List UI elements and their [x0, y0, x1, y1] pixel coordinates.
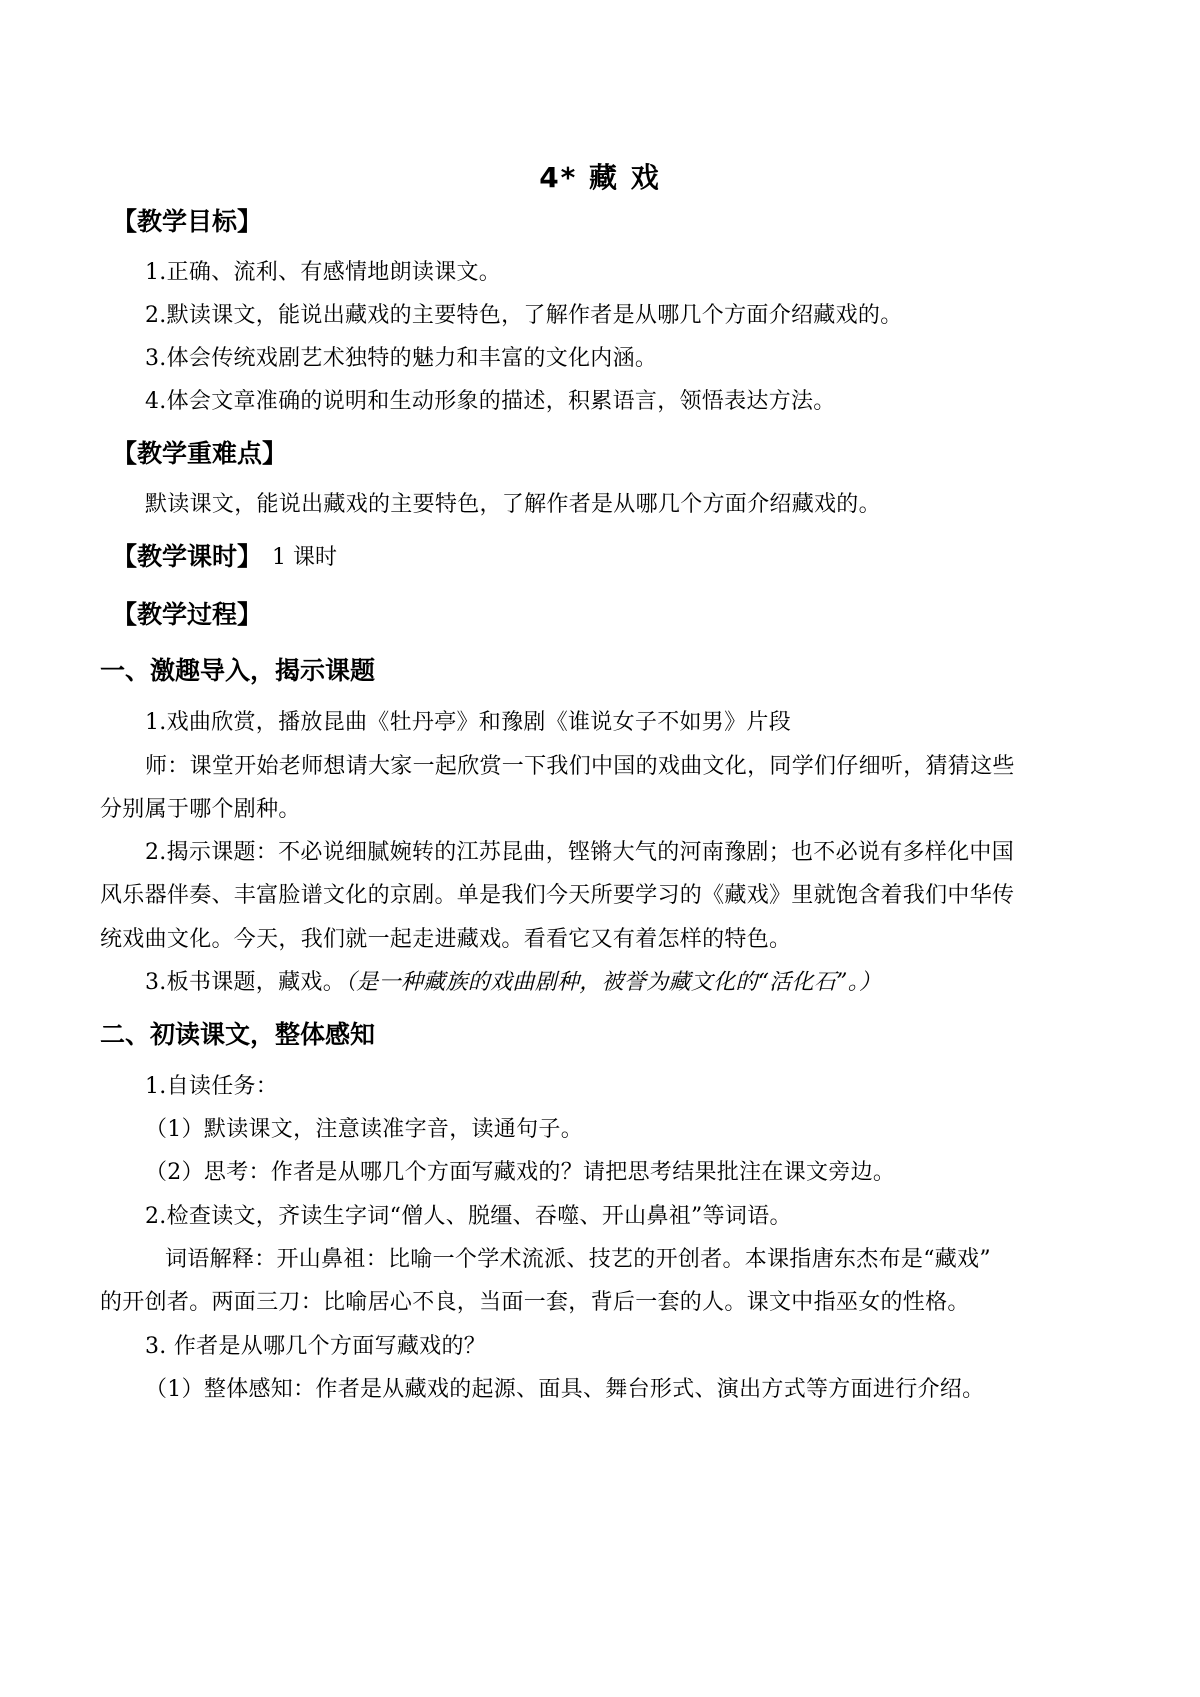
section2-heading: 二、初读课文，整体感知 [100, 1020, 376, 1049]
section1-line: 分别属于哪个剧种。 [100, 797, 301, 822]
section2-line: 1.自读任务： [145, 1074, 279, 1099]
section2-line: 的开创者。两面三刀：比喻居心不良，当面一套，背后一套的人。课文中指巫女的性格。 [100, 1290, 970, 1315]
key-points-heading: 【教学重难点】 [112, 439, 288, 468]
objective-item: 4.体会文章准确的说明和生动形象的描述，积累语言，领悟表达方法。 [145, 389, 836, 414]
section1-line: 风乐器伴奏、丰富脸谱文化的京剧。单是我们今天所要学习的《藏戏》里就饱含着我们中华传 [100, 883, 1015, 908]
section1-line [145, 968, 881, 998]
section2-line: （2）思考：作者是从哪几个方面写藏戏的？请把思考结果批注在课文旁边。 [145, 1160, 896, 1185]
board-title-text: 3.板书课题，藏戏。 [145, 970, 345, 995]
process-heading: 【教学过程】 [112, 600, 263, 629]
class-hours-heading: 【教学课时】 [112, 542, 263, 571]
objective-item: 3.体会传统戏剧艺术独特的魅力和丰富的文化内涵。 [145, 346, 658, 371]
section2-line: （1）整体感知：作者是从藏戏的起源、面具、舞台形式、演出方式等方面进行介绍。 [145, 1377, 985, 1402]
section2-line: 词语解释：开山鼻祖：比喻一个学术流派、技艺的开创者。本课指唐东杰布是“藏戏” [165, 1247, 991, 1272]
section1-line: 师：课堂开始老师想请大家一起欣赏一下我们中国的戏曲文化，同学们仔细听，猜猜这些 [145, 754, 1015, 779]
section1-line: 统戏曲文化。今天，我们就一起走进藏戏。看看它又有着怎样的特色。 [100, 927, 792, 952]
section2-line: （1）默读课文，注意读准字音，读通句子。 [145, 1117, 583, 1142]
section2-line: 2.检查读文，齐读生字词“僧人、脱缰、吞噬、开山鼻祖”等词语。 [145, 1204, 792, 1229]
section1-heading: 一、激趣导入，揭示课题 [100, 656, 376, 685]
objective-item: 2.默读课文，能说出藏戏的主要特色，了解作者是从哪几个方面介绍藏戏的。 [145, 303, 903, 328]
section1-line: 1.戏曲欣赏，播放昆曲《牡丹亭》和豫剧《谁说女子不如男》片段 [145, 710, 791, 735]
class-hours-value: 1 课时 [272, 545, 337, 570]
section1-line: 2.揭示课题：不必说细腻婉转的江苏昆曲，铿锵大气的河南豫剧；也不必说有多样化中国 [145, 840, 1014, 865]
objectives-heading: 【教学目标】 [112, 207, 263, 236]
key-points-text: 默读课文，能说出藏戏的主要特色，了解作者是从哪几个方面介绍藏戏的。 [145, 492, 881, 517]
objective-item: 1.正确、流利、有感情地朗读课文。 [145, 260, 502, 285]
section2-line: 3. 作者是从哪几个方面写藏戏的？ [145, 1334, 487, 1359]
board-title-note: （是一种藏族的戏曲剧种，被誉为藏文化的“活化石”。） [345, 970, 882, 995]
page-title: 4* 藏 戏 [539, 161, 661, 194]
